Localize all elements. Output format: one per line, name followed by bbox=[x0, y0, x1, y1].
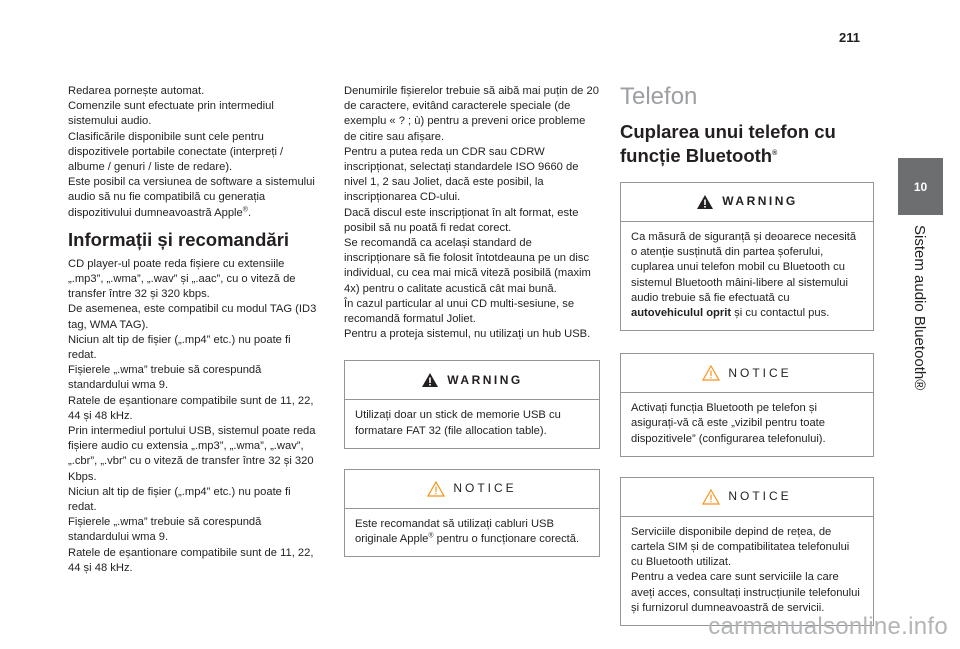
intro-text: Redarea pornește automat. Comenzile sunt efectuate prin intermediul sistemului audio. Clasificările disponibile sunt cele pentru dispozitivele portabile conectate (interpreți / albume / genuri / liste de redare). Este posibil ca versiunea de software a sistemului audio să nu fie compatibilă cu generația dispozitivului dumneavoastră Apple bbox=[68, 85, 315, 219]
chapter-title-text: Sistem audio Bluetooth® bbox=[911, 225, 928, 391]
info-paragraph: CD player-ul poate reda fișiere cu extensiile „.mp3”, „.wma”, „.wav” și „.aac”, cu o viteză de transfer între 32 și 320 kbps. De asemenea, este compatibil cu modul TAG (ID3 tag, WMA TAG). Niciun alt tip de fișier („.mp4” etc.) nu poate fi redat. Fișierele „.wma” trebuie să corespundă standardului wma 9. Ratele de eșantionare compatibile sunt de 11, 22, 44 și 48 kHz. Prin intermediul portului USB, sistemul poate reda fișiere audio cu extensia „.mp3”, „.wma”, „.wav”, „.cbr”, „.vbr” cu o viteză de transfer între 32 și 320 Kbps. Niciun alt tip de fișier („.mp4” etc.) nu poate fi redat. Fișierele „.wma” trebuie să corespundă standardului wma 9. Ratele de eșantionare compatibile sunt de 11, 22, 44 și 48 kHz. bbox=[68, 257, 317, 574]
bluetooth-heading-sup: ® bbox=[772, 149, 778, 157]
notice-title-3: NOTICE bbox=[728, 489, 792, 504]
notice-title-2: NOTICE bbox=[728, 365, 792, 380]
notice-sup: ® bbox=[428, 532, 434, 540]
notice-triangle-icon bbox=[427, 481, 445, 497]
notice-text-2: Activați funcția Bluetooth pe telefon și asigurați-vă că este „vizibil pentru toate dispozitivele” (configurarea telefonului). bbox=[631, 402, 826, 445]
warning-triangle-icon bbox=[696, 194, 714, 210]
notice-title: NOTICE bbox=[453, 481, 517, 496]
warning-box-usb bbox=[344, 360, 600, 448]
notice-header-2 bbox=[631, 354, 863, 392]
warning-text-2a: Ca măsură de siguranță și deoarece necesită o atenție susținută din partea șoferului, cuplarea unui telefon mobil cu Bluetooth cu sistemul Bluetooth mâini-libere al sistemului audio trebuie să fie efectuată cu bbox=[631, 231, 857, 304]
warning-header-2 bbox=[631, 183, 863, 221]
intro-end: . bbox=[247, 206, 252, 219]
notice-box-apple bbox=[344, 469, 600, 557]
warning-box-pairing bbox=[620, 182, 874, 331]
page-number: 211 bbox=[839, 30, 860, 45]
warning-triangle-icon bbox=[421, 372, 439, 388]
chapter-tab[interactable]: 10 bbox=[898, 158, 943, 215]
left-column bbox=[68, 84, 318, 576]
notice-text-a: Este recomandat să utilizați cabluri USB originale Apple bbox=[355, 517, 554, 546]
warning-title-2: WARNING bbox=[722, 194, 798, 209]
warning-header bbox=[355, 361, 589, 399]
warning-text-2-bold: autovehiculul oprit bbox=[631, 307, 732, 320]
warning-text-2 bbox=[631, 230, 863, 321]
intro-paragraph bbox=[68, 84, 318, 221]
notice-header bbox=[355, 470, 589, 508]
telefon-title: Telefon bbox=[620, 83, 698, 110]
notice-text-3: Serviciile disponibile depind de rețea, de cartela SIM și de compatibilitatea telefonului cu Bluetooth utilizat. Pentru a vedea care sunt serviciile la care aveți acces, consultați instrucțiunile telefonului și furnizorul dumneavoastră de servicii. bbox=[631, 525, 860, 614]
bluetooth-pairing-heading bbox=[620, 120, 874, 168]
warning-text-2b: și cu contactul pus. bbox=[731, 307, 830, 320]
warning-title: WARNING bbox=[447, 372, 523, 387]
notice-text-b: pentru o funcționare corectă. bbox=[433, 533, 580, 546]
notice-triangle-icon bbox=[702, 489, 720, 505]
middle-column bbox=[344, 84, 600, 557]
section-heading-info: Informații și recomandări bbox=[68, 228, 290, 250]
watermark: carmanualsonline.info bbox=[708, 613, 948, 640]
chapter-title bbox=[900, 225, 940, 445]
notice-header-3 bbox=[631, 478, 863, 516]
notice-text bbox=[355, 517, 589, 547]
bluetooth-heading-text: Cuplarea unui telefon cu funcție Bluetooth bbox=[620, 121, 836, 166]
middle-paragraph: Denumirile fișierelor trebuie să aibă mai puțin de 20 de caractere, evitând caracterele speciale (de exemplu « ? ; ù) pentru a preveni orice probleme de citire sau afișare. Pentru a putea reda un CDR sau CDRW inscripționat, selectați standardele ISO 9660 de nivel 1, 2 sau Joliet, dacă este posibil, la inscripționarea CD-ului. Dacă discul este inscripționat în alt format, este posibil să nu poată fi redat corect. Se recomandă ca același standard de inscripționare să fie folosit întotdeauna pe un disc individual, cu cea mai mică viteză posibilă (maxim 4x) pentru o calitate acustică cât mai bună. În cazul particular al unui CD multi-sesiune, se recomandă formatul Joliet. Pentru a proteja sistemul, nu utilizați un hub USB. bbox=[344, 85, 599, 341]
notice-triangle-icon bbox=[702, 365, 720, 381]
intro-sup: ® bbox=[242, 205, 248, 213]
warning-text: Utilizați doar un stick de memorie USB cu formatare FAT 32 (file allocation table). bbox=[355, 409, 561, 437]
notice-box-services bbox=[620, 477, 874, 626]
notice-box-activate bbox=[620, 353, 874, 457]
right-column bbox=[620, 84, 874, 626]
